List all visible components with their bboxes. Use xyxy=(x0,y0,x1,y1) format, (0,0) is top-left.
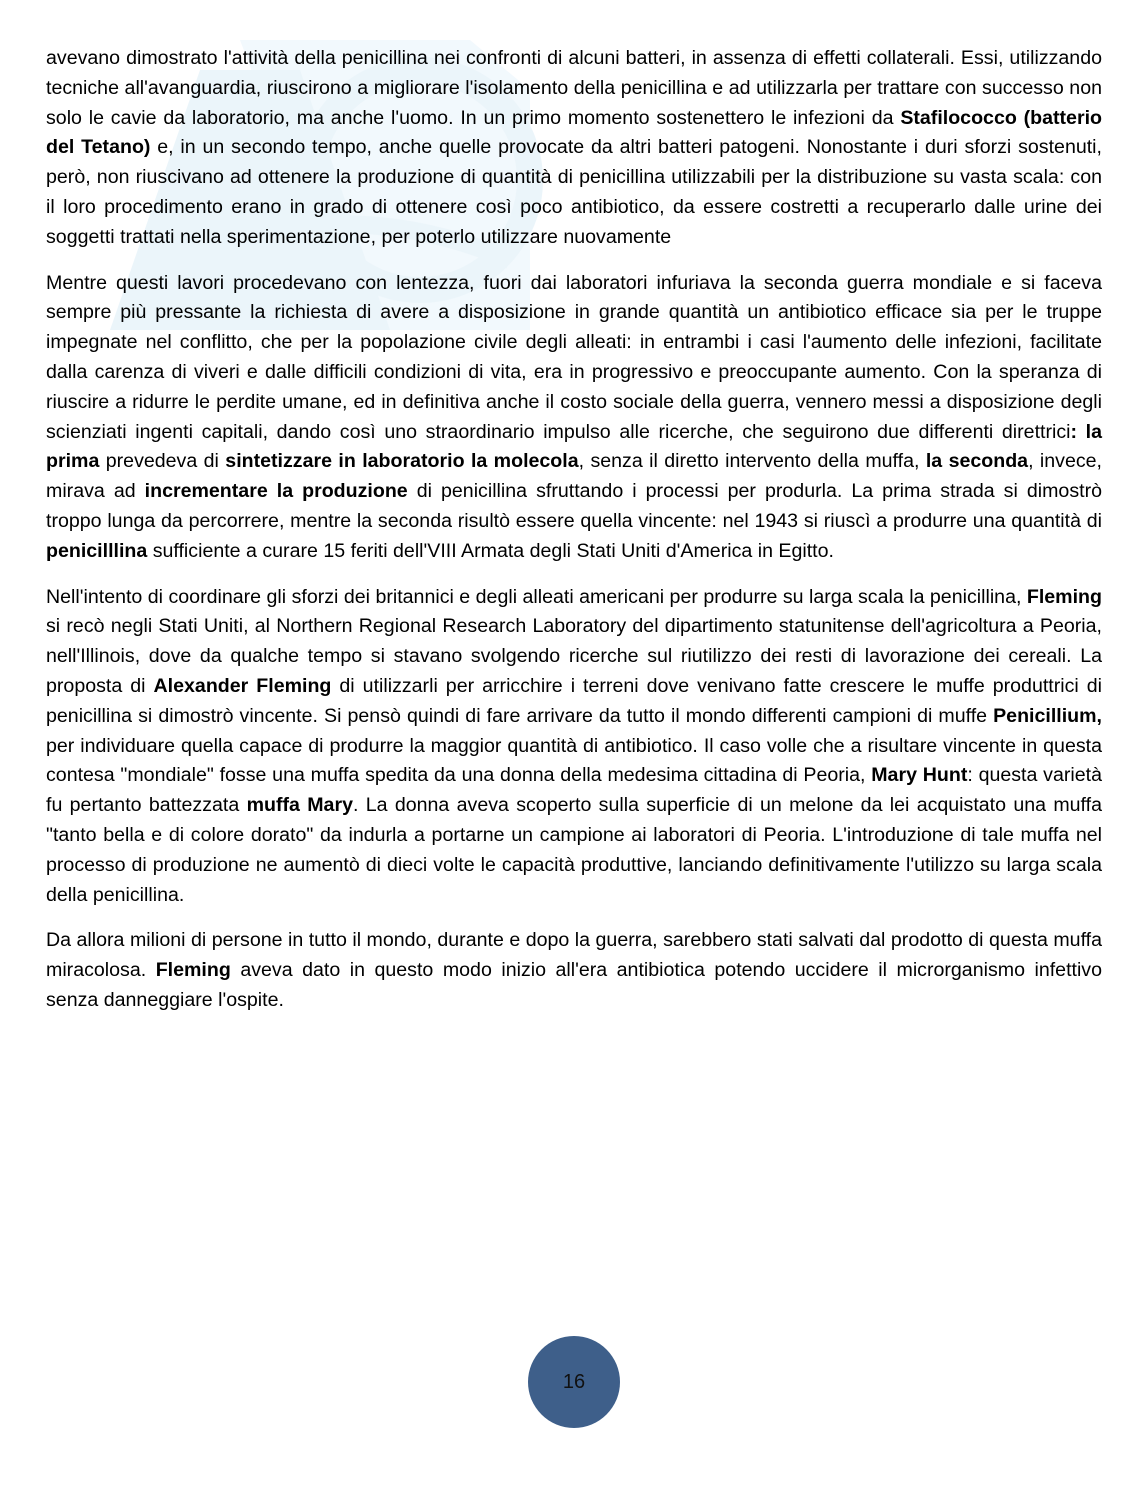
text-run: di penicillina sfruttando i processi per produrla. La prima strada si dimostrò troppo lunga da percorrere, mentre la seconda risultò essere quella vincente: nel 1943 si riuscì a produrre una quantità di xyxy=(46,480,1102,532)
paragraph xyxy=(46,44,1102,253)
page-number: 16 xyxy=(562,1370,586,1393)
text-run: di utilizzarli per arricchire i terreni dove venivano fatte crescere le muffe produttrici di penicillina si dimostrò vincente. Si pensò quindi di fare arrivare da tutto il mondo differenti campioni di muffe xyxy=(46,674,1103,727)
text-run: avevano dimostrato l'attività della penicillina nei confronti di alcuni batteri, in assenza di effetti collaterali. Essi, utilizzando tecniche all'avanguardia, riuscirono a migliorare l'isolamento della penicillina e ad utilizzarla per trattare con successo non solo le cavie da laboratorio, ma anche l'uomo. In un primo momento sostenettero le infezioni da xyxy=(46,47,1102,129)
text-run: si recò negli Stati Uniti, al Northern Regional Research Laboratory del dipartimento statunitense dell'agricoltura a Peoria, nell'Illinois, dove da qualche tempo si stavano svolgendo ricerche sul riutilizzo dei resti di lavorazione dei cereali. La proposta di xyxy=(46,615,1102,697)
bold-text: Alexander Fleming xyxy=(153,674,332,697)
text-run: Da allora milioni di persone in tutto il mondo, durante e dopo la guerra, sarebbero stati salvati dal prodotto di questa muffa miracolosa. xyxy=(46,929,1102,982)
text-run: Mentre questi lavori procedevano con lentezza, fuori dai laboratori infuriava la seconda guerra mondiale e si faceva sempre più pressante la richiesta di avere a disposizione in grande quantità un antibiotico efficace sia per le truppe impegnate nel conflitto, che per la popolazione civile degli alleati: in entrambi i casi l'aumento delle infezioni, facilitate dalla carenza di viveri e dalle difficili condizioni di vita, era in progressivo e preoccupante aumento. Con la speranza di riuscire a ridurre le perdite umane, ed in definitiva anche il costo sociale della guerra, vennero messi a disposizione degli scienziati ingenti capitali, dando così uno straordinario impulso alle ricerche, che seguirono due differenti direttrici xyxy=(46,271,1102,443)
text-run: , senza il diretto intervento della muffa, xyxy=(578,450,926,473)
bold-text: Mary Hunt xyxy=(871,764,968,787)
text-run: . La donna aveva scoperto sulla superficie di un melone da lei acquistato una muffa "tanto bella e di colore dorato" da indurla a portarne un campione ai laboratori di Peoria. L'introduzione di tale muffa nel processo di produzione ne aumentò di dieci volte le capacità produttive, lanciando definitivamente l'utilizzo su larga scala della penicillina. xyxy=(46,794,1102,906)
text-run: e, in un secondo tempo, anche quelle provocate da altri batteri patogeni. Nonostante i duri sforzi sostenuti, però, non riuscivano ad ottenere la produzione di quantità di penicillina utilizzabili per la distribuzione su vasta scala: con il loro procedimento erano in grado di ottenere così poco antibiotico, da essere costretti a recuperarlo dalle urine dei soggetti trattati nella sperimentazione, per poterlo utilizzare nuovamente xyxy=(46,136,1102,248)
text-run: sufficiente a curare 15 feriti dell'VIII Armata degli Stati Uniti d'America in Egitto. xyxy=(147,539,834,562)
bold-text: Stafilococco (batterio del Tetano) xyxy=(46,106,1102,159)
text-run: : questa varietà fu pertanto battezzata xyxy=(46,764,1102,817)
bold-text: la seconda xyxy=(925,450,1029,473)
bold-text: muffa Mary xyxy=(246,794,353,817)
text-run: , invece, mirava ad xyxy=(46,450,1102,503)
bold-text: sintetizzare in laboratorio la molecola xyxy=(225,450,579,473)
bold-text: : la prima xyxy=(46,420,1102,473)
document-body xyxy=(46,44,1102,1032)
bold-text: penicilllina xyxy=(46,539,148,562)
paragraph xyxy=(46,583,1102,911)
text-run: aveva dato in questo modo inizio all'era antibiotica potendo uccidere il microrganismo infettivo senza danneggiare l'ospite. xyxy=(46,959,1103,1011)
text-run: prevedeva di xyxy=(99,450,226,473)
page-number-badge xyxy=(528,1336,620,1428)
bold-text: Fleming xyxy=(1026,585,1102,608)
text-run: per individuare quella capace di produrre la maggior quantità di antibiotico. Il caso volle che a risultare vincente in questa contesa "mondiale" fosse una muffa spedita da una donna della medesima cittadina di Peoria, xyxy=(46,734,1102,787)
paragraph xyxy=(46,269,1102,567)
paragraph xyxy=(46,926,1102,1015)
bold-text: Fleming xyxy=(155,959,231,982)
bold-text: incrementare la produzione xyxy=(144,480,408,503)
bold-text: Penicillium, xyxy=(993,704,1102,727)
text-run: Nell'intento di coordinare gli sforzi dei britannici e degli alleati americani per produrre su larga scala la penicillina, xyxy=(46,585,1027,608)
